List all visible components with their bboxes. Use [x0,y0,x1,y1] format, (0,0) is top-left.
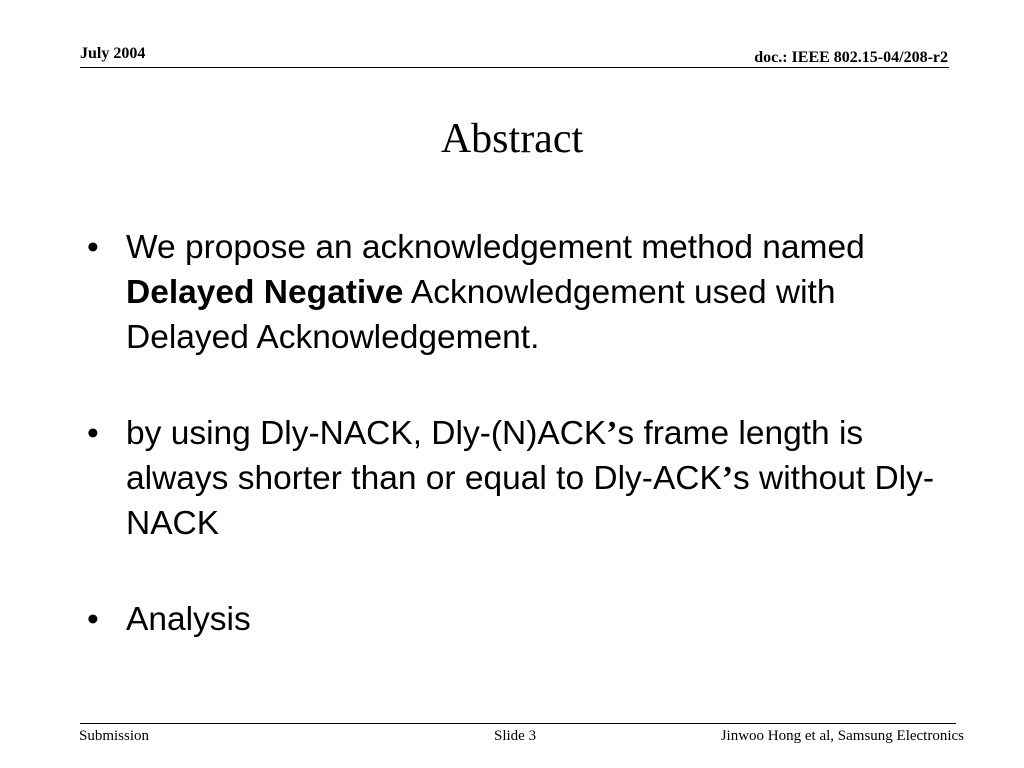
footer-slide-number: Slide 3 [494,728,537,744]
bullet-icon: • [87,601,99,638]
header-doc-id: doc.: IEEE 802.15-04/208-r2 [754,49,948,66]
bullet-text: Analysis [126,601,251,638]
bullet-list [85,225,945,642]
bullet-item [85,225,945,360]
bullet-icon: • [87,415,99,452]
apostrophe: ’ [606,415,618,452]
bullet-text: s frame length is always shorter than or equal to Dly-ACK [126,415,864,497]
footer-submission: Submission [79,728,150,744]
bullet-item [85,597,945,642]
bullet-text: Acknowledgement used with Delayed Acknowledgement. [126,274,836,356]
bullet-bold-text: Delayed Negative [126,274,404,311]
bullet-icon: • [87,229,99,266]
apostrophe: ’ [721,460,733,497]
footer-divider [80,723,956,724]
header-divider [80,67,949,68]
footer-author: Jinwoo Hong et al, Samsung Electronics [720,728,964,744]
slide-title: Abstract [440,116,584,162]
bullet-text: by using Dly-NACK, Dly-(N)ACK [126,415,607,452]
bullet-text: We propose an acknowledgement method named [126,229,865,266]
bullet-item [85,411,945,546]
bullet-text: s without Dly-NACK [126,460,935,542]
header-date: July 2004 [80,45,146,62]
